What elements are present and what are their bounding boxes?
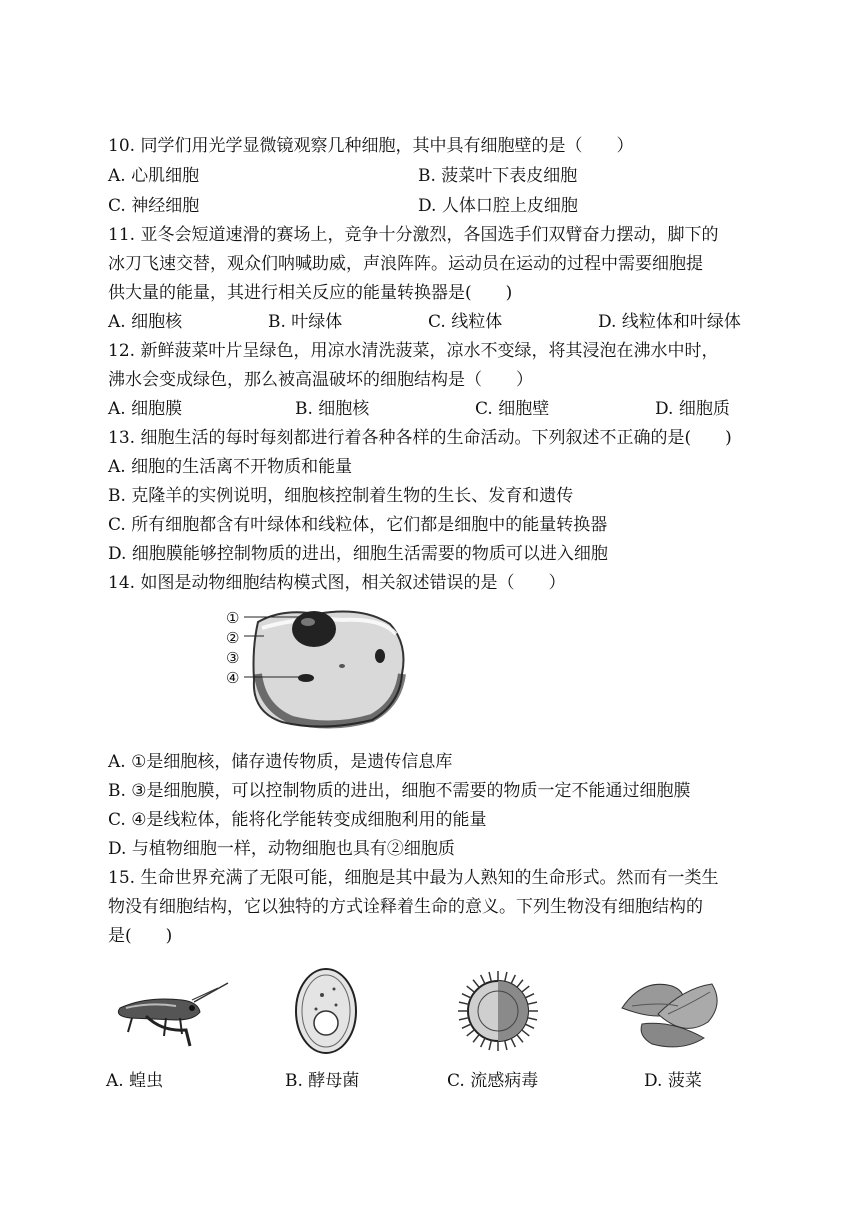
virus-spike (511, 1038, 515, 1047)
virus-spike (467, 1030, 475, 1036)
virus-spike (511, 975, 515, 984)
q15-stem-line-3: 是( ) (108, 926, 173, 946)
q11-stem-line-3: 供大量的能量，其进行相关反应的能量转换器是( ) (108, 283, 513, 303)
yeast-image (292, 965, 360, 1057)
virus-spike (521, 1030, 529, 1036)
virus-spike (517, 980, 523, 988)
q13-option-c: C. 所有细胞都含有叶绿体和线粒体，它们都是细胞中的能量转换器 (108, 515, 608, 535)
q14-option-a: A. ①是细胞核，储存遗传物质，是遗传信息库 (108, 752, 453, 772)
q11-option-a: A. 细胞核 (108, 312, 183, 332)
virus-spike (467, 986, 475, 992)
grasshopper-image (106, 980, 231, 1052)
q14-option-d: D. 与植物细胞一样，动物细胞也具有②细胞质 (108, 839, 455, 859)
q12-stem-line-2: 沸水会变成绿色，那么被高温破坏的细胞结构是（ ） (108, 370, 533, 390)
q14-stem: 14. 如图是动物细胞结构模式图，相关叙述错误的是（ ） (108, 573, 566, 593)
virus-spike (473, 1034, 479, 1042)
q12-option-d: D. 细胞质 (655, 399, 730, 419)
q14-option-c: C. ④是线粒体，能将化学能转变成细胞利用的能量 (108, 810, 487, 830)
q11-option-d: D. 线粒体和叶绿体 (598, 312, 741, 332)
virus-spike (489, 1040, 491, 1050)
virus-spike (459, 1018, 469, 1020)
q14-option-b: B. ③是细胞膜，可以控制物质的进出，细胞不需要的物质一定不能通过细胞膜 (108, 781, 691, 801)
q11-option-b: B. 叶绿体 (268, 312, 343, 332)
virus-spike (462, 994, 471, 998)
animal-cell-figure (222, 604, 422, 732)
q13-stem: 13. 细胞生活的每时每刻都进行着各种各样的生命活动。下列叙述不正确的是( ) (108, 428, 732, 448)
virus-spike (527, 1018, 537, 1020)
q12-option-b: B. 细胞核 (295, 399, 370, 419)
figure-label-3: ③ (226, 649, 240, 667)
q10-option-a: A. 心肌细胞 (108, 166, 200, 186)
virus-spike (521, 986, 529, 992)
virus-spike (525, 994, 534, 998)
q10-stem: 10. 同学们用光学显微镜观察几种细胞，其中具有细胞壁的是（ ） (108, 136, 634, 156)
virus-spike (517, 1034, 523, 1042)
q15-option-d: D. 菠菜 (644, 1071, 702, 1091)
q11-stem-line-2: 冰刀飞速交替，观众们呐喊助威，声浪阵阵。运动员在运动的过程中需要细胞提 (108, 254, 703, 274)
q11-option-c: C. 线粒体 (428, 312, 503, 332)
virus-spike (505, 1040, 507, 1050)
virus-spike (505, 972, 507, 982)
virus-spike (459, 1002, 469, 1004)
q13-option-b: B. 克隆羊的实例说明，细胞核控制着生物的生长、发育和遗传 (108, 486, 574, 506)
q15-option-c: C. 流感病毒 (447, 1071, 539, 1091)
virus-spike (481, 975, 485, 984)
virus-spike (481, 1038, 485, 1047)
q11-stem-line-1: 11. 亚冬会短道速滑的赛场上，竞争十分激烈，各国选手们双臂奋力摆动，脚下的 (108, 225, 719, 245)
animal-cell-illustration (222, 604, 422, 732)
q15-stem-line-1: 15. 生命世界充满了无限可能，细胞是其中最为人熟知的生命形式。然而有一类生 (108, 868, 719, 888)
q15-stem-line-2: 物没有细胞结构，它以独特的方式诠释着生命的意义。下列生物没有细胞结构的 (108, 897, 703, 917)
q15-option-b: B. 酵母菌 (285, 1071, 360, 1091)
influenza-virus-image (452, 965, 544, 1057)
virus-spike (462, 1024, 471, 1028)
q10-option-d: D. 人体口腔上皮细胞 (418, 196, 578, 216)
q15-option-a: A. 蝗虫 (106, 1071, 164, 1091)
q12-option-c: C. 细胞壁 (475, 399, 550, 419)
virus-spike (527, 1002, 537, 1004)
virus-spike (489, 972, 491, 982)
virus-spike (525, 1024, 534, 1028)
q13-option-d: D. 细胞膜能够控制物质的进出，细胞生活需要的物质可以进入细胞 (108, 544, 608, 564)
q12-option-a: A. 细胞膜 (108, 399, 183, 419)
q10-option-b: B. 菠菜叶下表皮细胞 (418, 166, 578, 186)
spinach-image (612, 968, 728, 1054)
figure-label-4: ④ (226, 669, 240, 687)
q10-option-c: C. 神经细胞 (108, 196, 200, 216)
figure-label-2: ② (226, 629, 240, 647)
q12-stem-line-1: 12. 新鲜菠菜叶片呈绿色，用凉水清洗菠菜，凉水不变绿，将其浸泡在沸水中时， (108, 341, 719, 361)
q13-option-a: A. 细胞的生活离不开物质和能量 (108, 457, 353, 477)
figure-label-1: ① (226, 609, 240, 627)
virus-spike (473, 980, 479, 988)
